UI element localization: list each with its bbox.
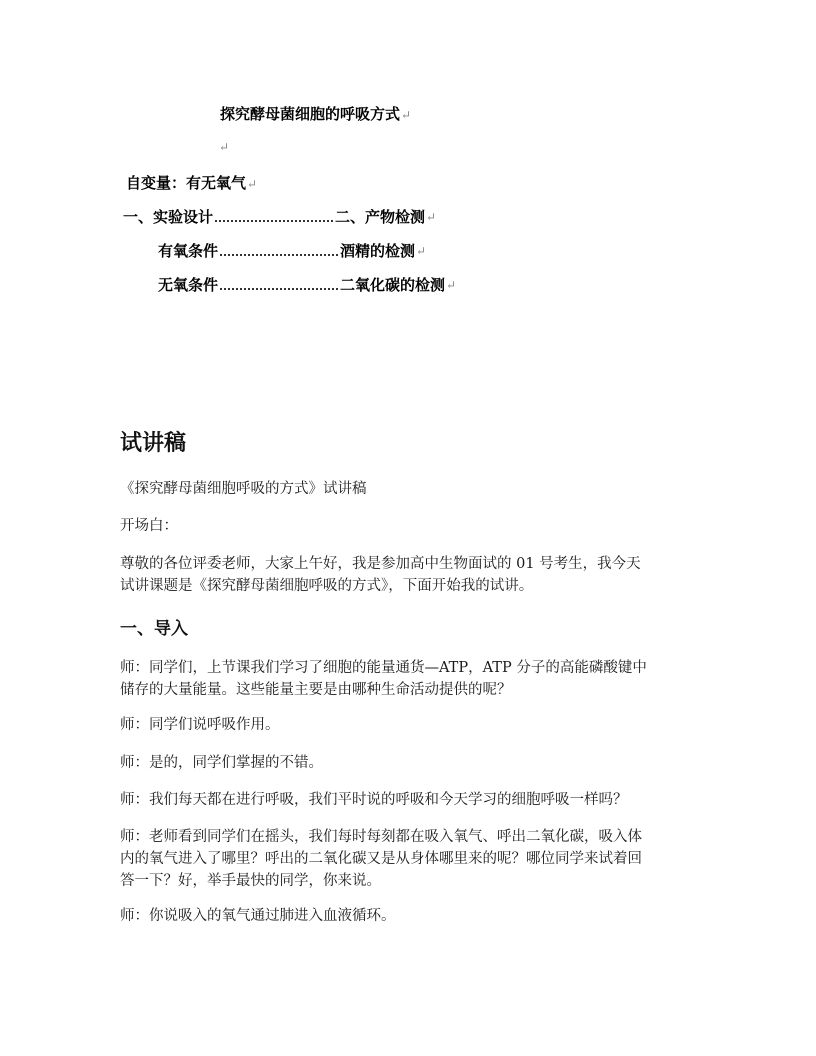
board-row-2 [158, 240, 426, 261]
paragraph-mark-icon: ↵ [416, 243, 427, 258]
board-row-3 [158, 274, 456, 295]
board-row-1-right: 二、产物检测 [335, 208, 426, 226]
board-row-3-left: 无氧条件 [158, 276, 219, 294]
page-title: 试讲稿 [120, 431, 187, 456]
script-subtitle: 《探究酵母菌细胞呼吸的方式》试讲稿 [120, 481, 367, 497]
board-row-2-left: 有氧条件 [158, 242, 219, 260]
board-row-1-left: 一、实验设计 [123, 208, 214, 226]
dotted-leader [220, 280, 338, 290]
board-variable: 自变量：有无氧气↵ [126, 174, 258, 192]
board-row-1 [123, 206, 436, 227]
board-row-3-right: 二氧化碳的检测 [340, 276, 446, 294]
dotted-leader [215, 212, 333, 222]
paragraph-mark-icon: ↵ [401, 108, 412, 122]
paragraph-line: 师：同学们，上节课我们学习了细胞的能量通货—ATP，ATP 分子的高能磷酸键中 [120, 660, 647, 676]
paragraph-1 [120, 657, 700, 701]
paragraph-mark-icon: ↵ [446, 277, 457, 292]
paragraph-3: 师：是的，同学们掌握的不错。 [120, 755, 323, 771]
paragraph-2: 师：同学们说呼吸作用。 [120, 717, 280, 733]
paragraph-mark-icon: ↵ [247, 177, 258, 191]
section-heading-intro: 一、导入 [120, 619, 188, 639]
board-title: 探究酵母菌细胞的呼吸方式↵ [220, 105, 412, 123]
board-row-2-right: 酒精的检测 [340, 242, 416, 260]
opening-line: 试讲课题是《探究酵母菌细胞呼吸的方式》，下面开始我的试讲。 [120, 578, 534, 594]
paragraph-line: 师：老师看到同学们在摇头，我们每时每刻都在吸入氧气、呼出二氧化碳，吸入体 [120, 829, 642, 845]
paragraph-line: 储存的大量能量。这些能量主要是由哪种生命活动提供的呢？ [120, 682, 512, 698]
paragraph-4: 师：我们每天都在进行呼吸，我们平时说的呼吸和今天学习的细胞呼吸一样吗？ [120, 792, 628, 808]
dotted-leader [220, 246, 338, 256]
paragraph-line: 内的氧气进入了哪里？呼出的二氧化碳又是从身体哪里来的呢？哪位同学来试着回 [120, 851, 642, 867]
opening-line: 尊敬的各位评委老师，大家上午好，我是参加高中生物面试的 01 号考生，我今天 [120, 556, 641, 572]
blank-line [218, 137, 229, 155]
paragraph-mark-icon: ↵ [426, 209, 437, 224]
opening-label: 开场白： [120, 518, 178, 534]
paragraph-5 [120, 826, 700, 892]
opening-paragraph [120, 553, 700, 597]
paragraph-mark-icon: ↵ [219, 140, 230, 154]
paragraph-6: 师：你说吸入的氧气通过肺进入血液循环。 [120, 908, 396, 924]
paragraph-line: 答一下？好，举手最快的同学，你来说。 [120, 873, 381, 889]
